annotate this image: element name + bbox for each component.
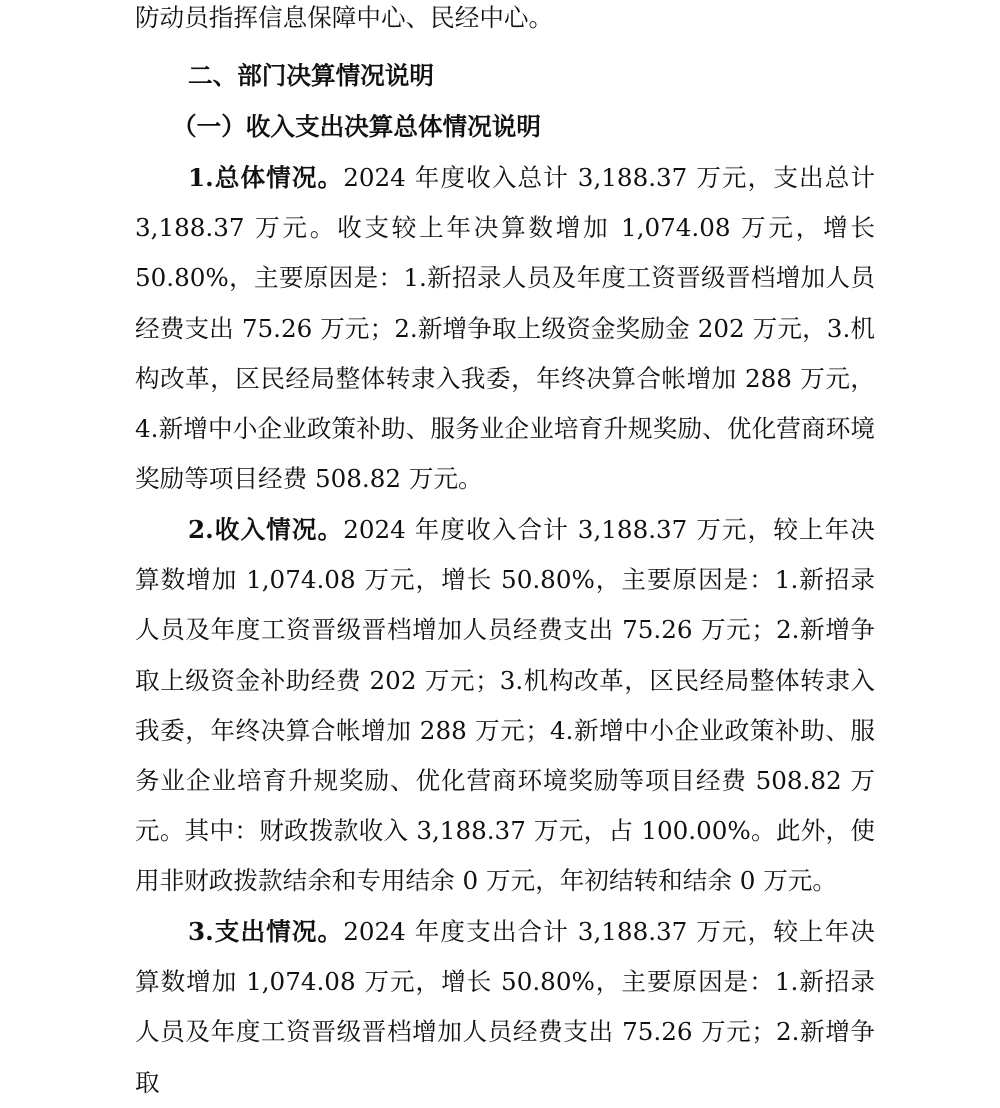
subsection-heading: （一）收入支出决算总体情况说明 [172, 112, 541, 141]
paragraph-body: 2024 年度收入合计 3,188.37 万元，较上年决算数增加 1,074.08 万元，增长 50.80%，主要原因是：1.新招录人员及年度工资晋级晋档增加人员经费支出 75.26 万元；2.新增争取上级资金补助经费 202 万元；3.机构改革，区民经局整体转隶入我委，年终决算合帐增加 288 万元；4.新增中小企业政策补助、服务业企业培育升规奖励、优化营商环境奖励等项目经费 508.82 万元。其中：财政拨款收入 3,188.37 万元，占 100.00%。此外，使用非财政拨款结余和专用结余 0 万元，年初结转和结余 0 万元。 [135, 515, 875, 896]
paragraph-lead: 1.总体情况。 [188, 163, 344, 192]
paragraph-body: 2024 年度收入总计 3,188.37 万元，支出总计 3,188.37 万元。收支较上年决算数增加 1,074.08 万元，增长 50.80%，主要原因是：1.新招录人员及年度工资晋级晋档增加人员经费支出 75.26 万元；2.新增争取上级资金奖励金 202 万元，3.机构改革，区民经局整体转隶入我委，年终决算合帐增加 288 万元，4.新增中小企业政策补助、服务业企业培育升规奖励、优化营商环境奖励等项目经费 508.82 万元。 [135, 163, 875, 494]
section-heading: 二、部门决算情况说明 [188, 61, 434, 90]
paragraph-expenditure [135, 907, 875, 1108]
paragraph-body: 2024 年度支出合计 3,188.37 万元，较上年决算数增加 1,074.08 万元，增长 50.80%，主要原因是：1.新招录人员及年度工资晋级晋档增加人员经费支出 75.26 万元；2.新增争取 [135, 917, 875, 1097]
paragraph-income [135, 505, 875, 907]
paragraph-overall [135, 153, 875, 504]
paragraph-lead: 2.收入情况。 [188, 515, 344, 544]
paragraph-lead: 3.支出情况。 [188, 917, 344, 946]
continuation-text: 防动员指挥信息保障中心、民经中心。 [135, 3, 554, 32]
